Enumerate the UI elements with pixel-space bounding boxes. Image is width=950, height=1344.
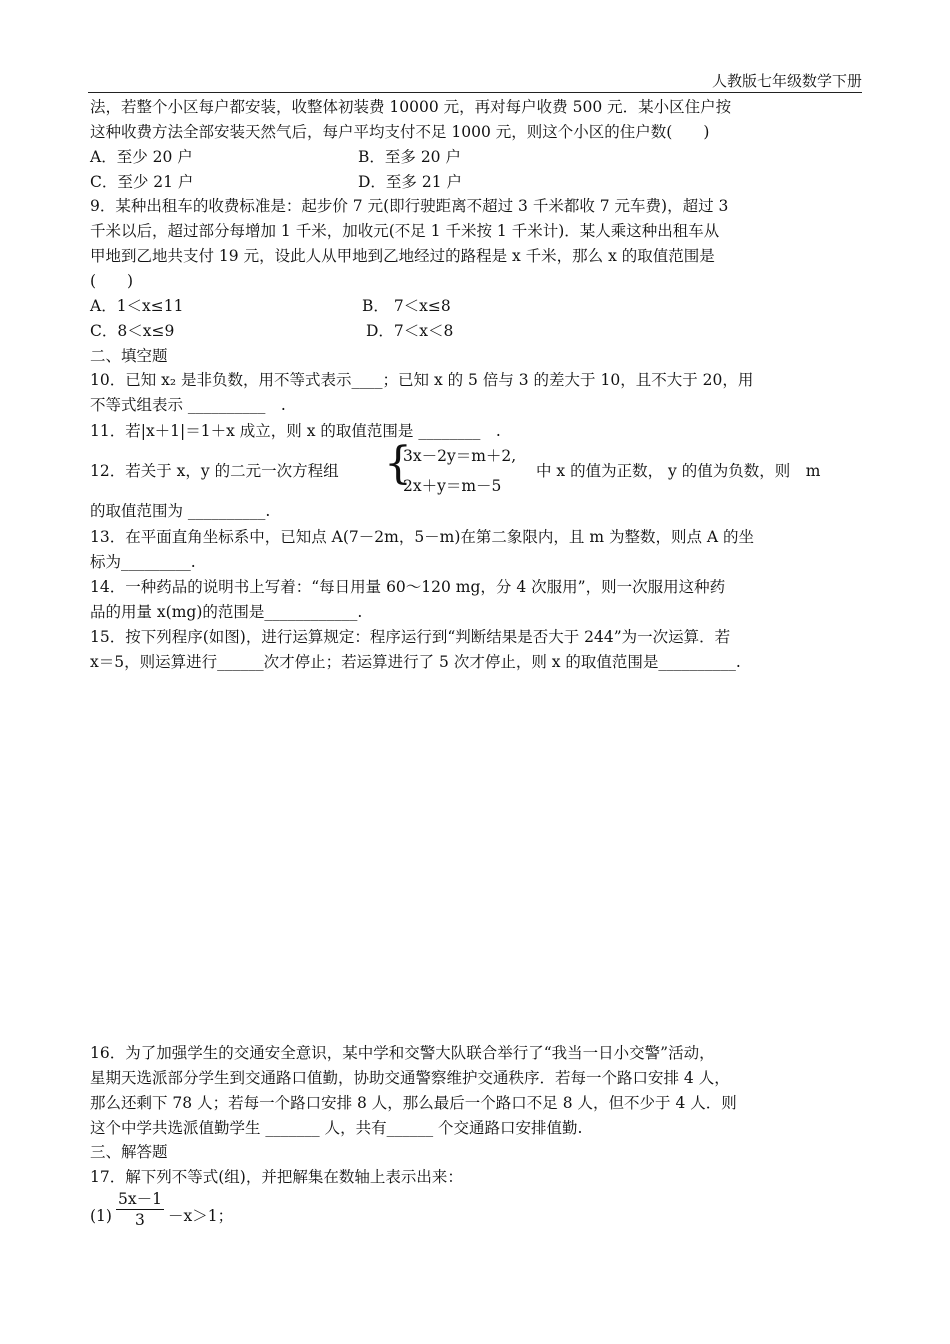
page-header-title: 人教版七年级数学下册 bbox=[711, 72, 862, 90]
equation-system-brace: { bbox=[384, 438, 412, 489]
q11-line: 11．若|x＋1|＝1＋x 成立，则 x 的取值范围是 ________ . bbox=[90, 422, 501, 440]
q16-line-1: 16．为了加强学生的交通安全意识，某中学和交警大队联合举行了“我当一日小交警”活动， bbox=[90, 1044, 715, 1062]
q10-line-2: 不等式组表示 __________ . bbox=[90, 396, 286, 414]
q12-line-2: 的取值范围为 __________. bbox=[90, 502, 271, 520]
q13-line-1: 13．在平面直角坐标系中，已知点 A(7－2m，5－m)在第二象限内，且 m 为整数，则点 A 的坐 bbox=[90, 528, 755, 546]
q8-line-1: 法，若整个小区每户都安装，收整体初装费 10000 元，再对每户收费 500 元．某小区住户按 bbox=[90, 98, 732, 116]
q8-option-c: C．至少 21 户 bbox=[90, 173, 194, 191]
header-divider bbox=[88, 92, 862, 93]
q15-line-1: 15．按下列程序(如图)，进行运算规定：程序运行到“判断结果是否大于 244”为一次运算．若 bbox=[90, 628, 731, 646]
q9-option-a: A．1＜x≤11 bbox=[90, 297, 184, 315]
q14-line-1: 14．一种药品的说明书上写着：“每日用量 60～120 mg，分 4 次服用”，则一次服用这种药 bbox=[90, 578, 726, 596]
q13-line-2: 标为_________. bbox=[90, 553, 196, 571]
q12-prefix: 12．若关于 x，y 的二元一次方程组 bbox=[90, 462, 339, 480]
q14-line-2: 品的用量 x(mg)的范围是____________. bbox=[90, 603, 363, 621]
q9-line-1: 9．某种出租车的收费标准是：起步价 7 元(即行驶距离不超过 3 千米都收 7 元车费)，超过 3 bbox=[90, 197, 729, 215]
q8-line-2: 这种收费方法全部安装天然气后，每户平均支付不足 1000 元，则这个小区的住户数( ) bbox=[90, 123, 710, 141]
section-2-heading: 二、填空题 bbox=[90, 347, 168, 365]
q12-equation-1: 3x－2y＝m＋2, bbox=[403, 447, 517, 465]
q9-line-4: ( ) bbox=[90, 272, 134, 290]
q9-line-2: 千米以后，超过部分每增加 1 千米，加收元(不足 1 千米按 1 千米计)．某人乘这种出租车从 bbox=[90, 222, 720, 240]
q8-option-b: B．至多 20 户 bbox=[358, 148, 461, 166]
q9-option-b: B． 7＜x≤8 bbox=[362, 297, 451, 315]
q9-line-3: 甲地到乙地共支付 19 元，设此人从甲地到乙地经过的路程是 x 千米，那么 x 的取值范围是 bbox=[90, 247, 715, 265]
q17-line-1: 17．解下列不等式(组)，并把解集在数轴上表示出来： bbox=[90, 1168, 463, 1186]
q10-line-1: 10．已知 x₂ 是非负数，用不等式表示____；已知 x 的 5 倍与 3 的差大于 10，且不大于 20，用 bbox=[90, 371, 754, 389]
q12-equation-2: 2x＋y＝m－5 bbox=[403, 477, 502, 495]
q15-line-2: x＝5，则运算进行______次才停止；若运算进行了 5 次才停止，则 x 的取值范围是__________. bbox=[90, 653, 741, 671]
fraction-numerator: 5x－1 bbox=[118, 1190, 162, 1208]
q16-line-2: 星期天选派部分学生到交通路口值勤，协助交通警察维护交通秩序．若每一个路口安排 4 人， bbox=[90, 1069, 730, 1087]
q17-part-1-label: (1) bbox=[90, 1207, 112, 1225]
q9-option-c: C．8＜x≤9 bbox=[90, 322, 175, 340]
q16-line-4: 这个中学共选派值勤学生 _______ 人，共有______ 个交通路口安排值勤. bbox=[90, 1119, 583, 1137]
q12-suffix: 中 x 的值为正数， y 的值为负数，则 m bbox=[536, 462, 821, 480]
q8-option-d: D．至多 21 户 bbox=[358, 173, 463, 191]
q8-option-a: A．至少 20 户 bbox=[90, 148, 193, 166]
q17-fraction bbox=[116, 1189, 164, 1230]
q16-line-3: 那么还剩下 78 人；若每一个路口安排 8 人，那么最后一个路口不足 8 人，但不少于 4 人．则 bbox=[90, 1094, 737, 1112]
q17-part-1-rest: －x＞1； bbox=[168, 1207, 234, 1225]
fraction-denominator: 3 bbox=[135, 1211, 145, 1229]
q9-option-d: D．7＜x＜8 bbox=[366, 322, 454, 340]
section-3-heading: 三、解答题 bbox=[90, 1143, 168, 1161]
